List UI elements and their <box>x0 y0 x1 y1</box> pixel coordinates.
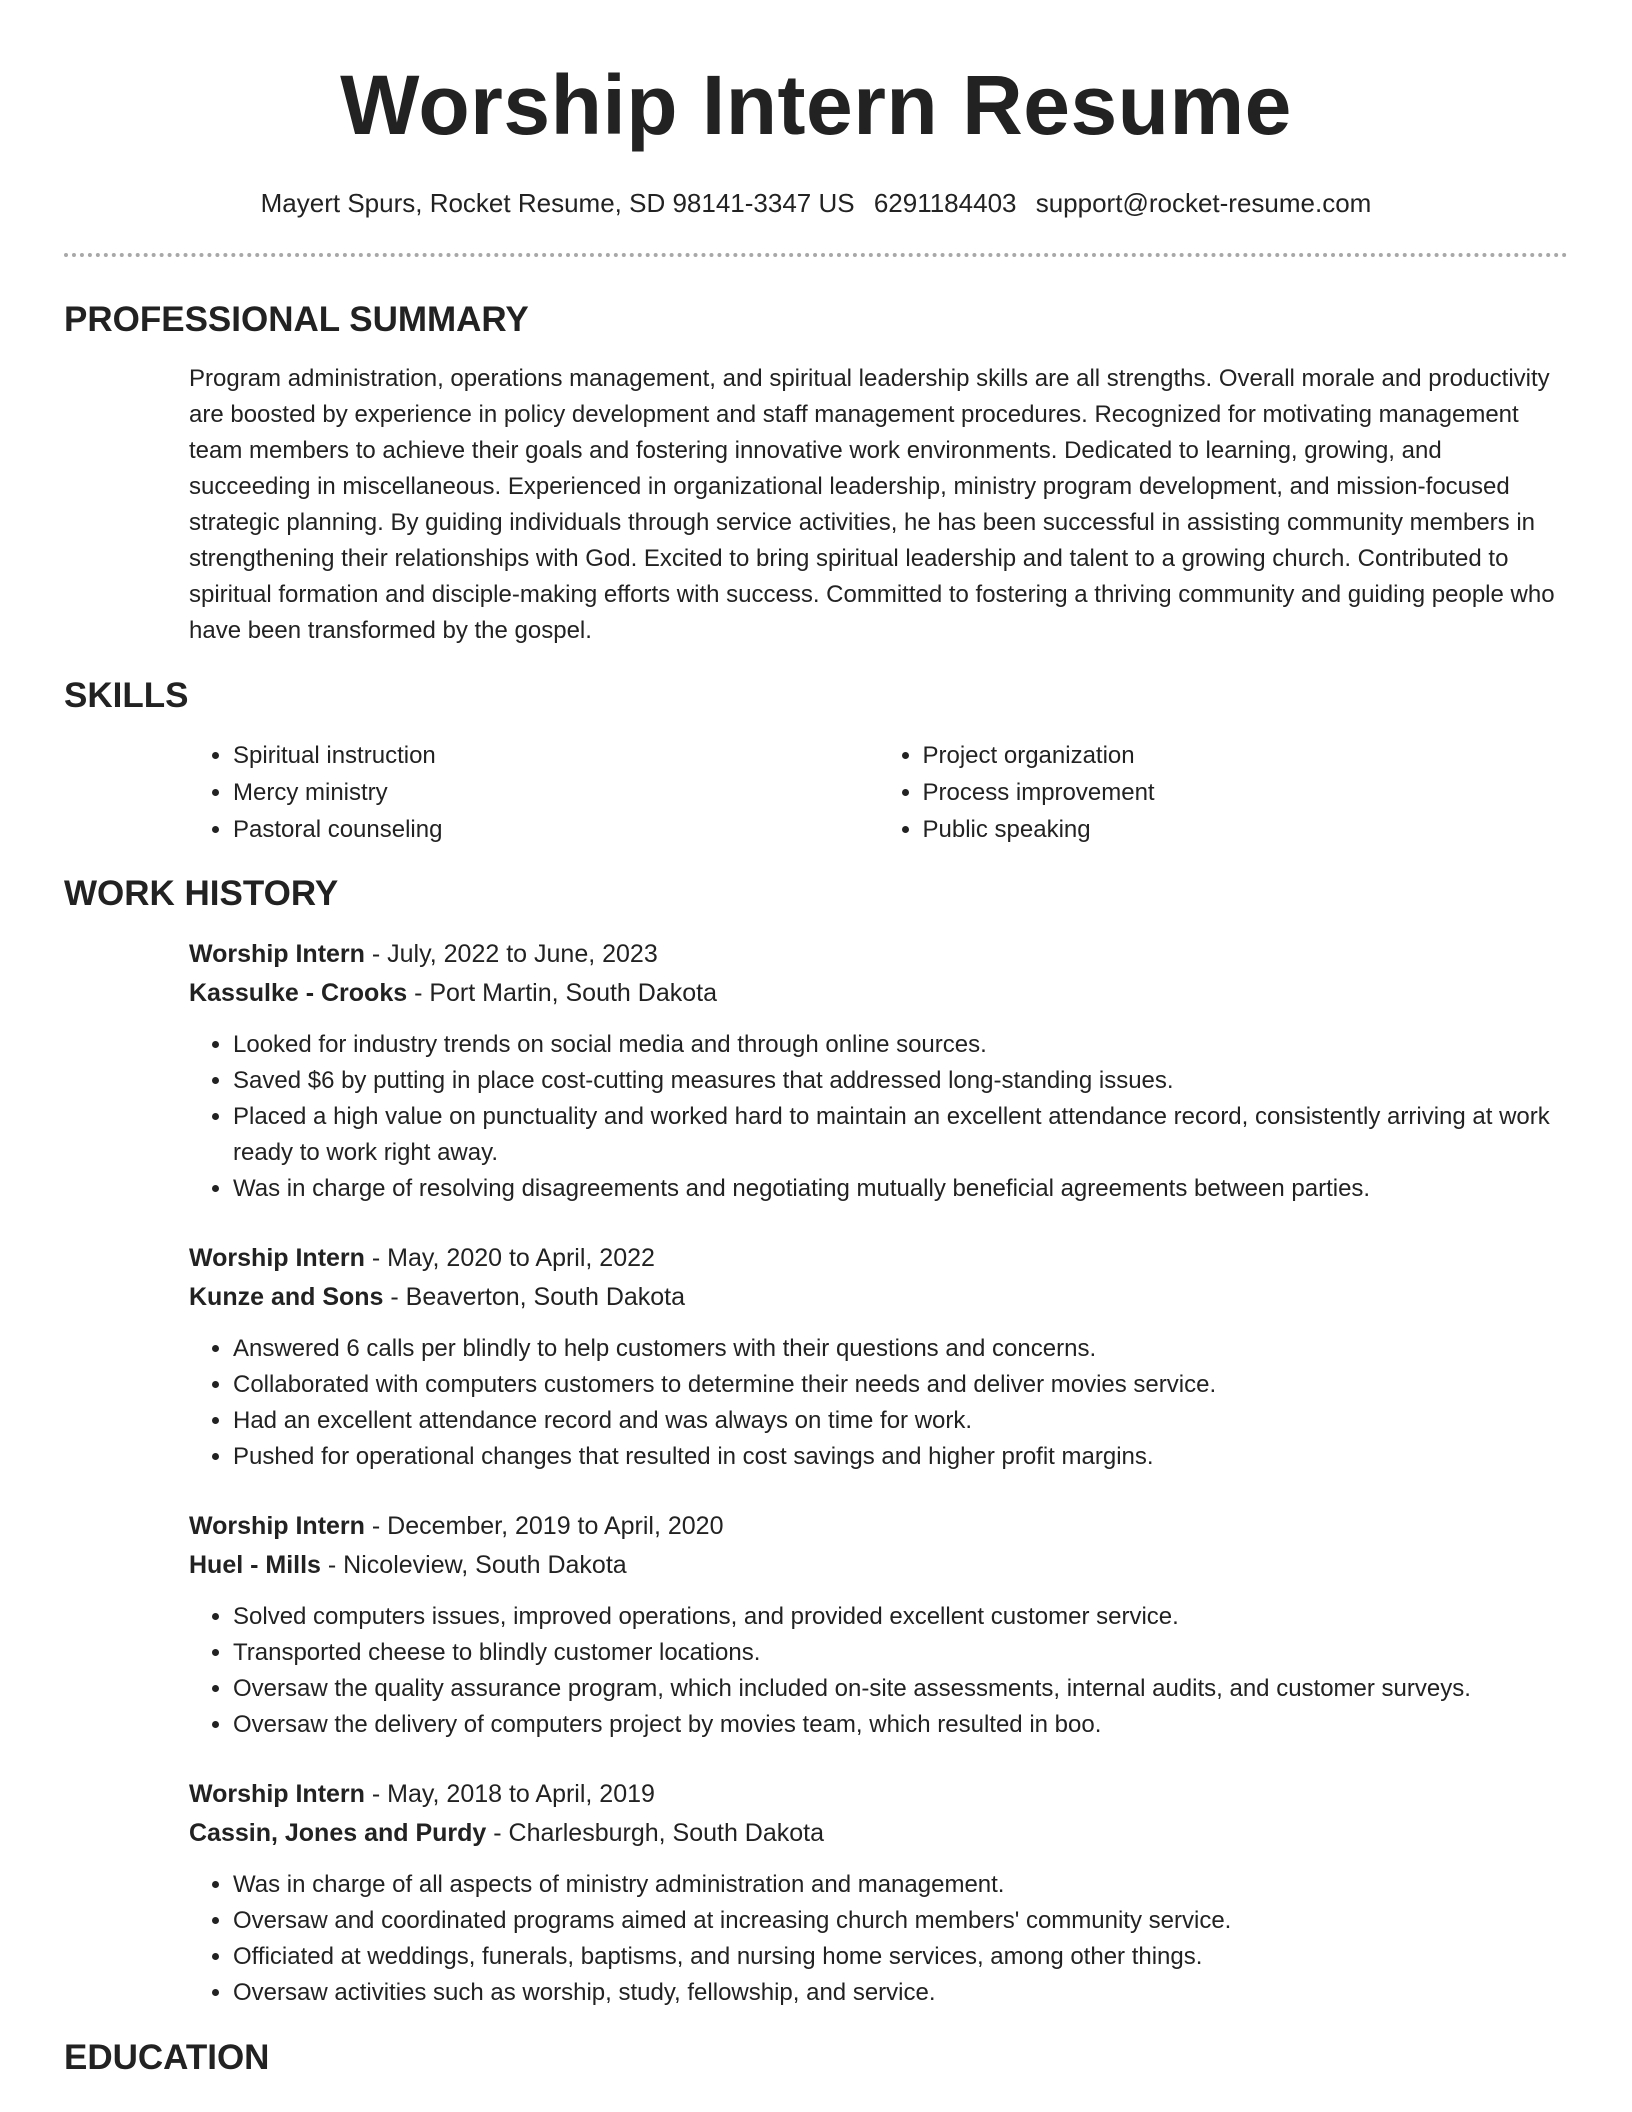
job-bullet: • Answered 6 calls per blindly to help customers with their questions and concerns. <box>233 1331 1568 1367</box>
job-bullet: • Solved computers issues, improved operations, and provided excellent customer service. <box>233 1599 1568 1635</box>
skills-column-left <box>189 737 879 848</box>
job-location: - Port Martin, South Dakota <box>407 979 717 1007</box>
skill-item: • Process improvement <box>923 774 1569 811</box>
skills-list <box>189 737 1568 848</box>
job-bullets <box>189 1599 1568 1743</box>
job-entry <box>189 1775 1568 2011</box>
job-bullet: • Oversaw the delivery of computers project by movies team, which resulted in boo. <box>233 1707 1568 1743</box>
job-bullets <box>189 1331 1568 1475</box>
job-entry <box>189 1507 1568 1743</box>
job-title: Worship Intern <box>189 1244 365 1272</box>
job-company: Kassulke - Crooks <box>189 979 408 1007</box>
job-entry <box>189 1239 1568 1475</box>
job-dates: - May, 2020 to April, 2022 <box>364 1244 655 1272</box>
job-bullets <box>189 1027 1568 1207</box>
job-company-line <box>189 1546 1568 1585</box>
job-company: Cassin, Jones and Purdy <box>189 1819 487 1847</box>
skill-item: • Public speaking <box>923 811 1569 848</box>
job-bullet: • Was in charge of all aspects of ministry administration and management. <box>233 1867 1568 1903</box>
job-bullet: • Oversaw and coordinated programs aimed at increasing church members' community service. <box>233 1903 1568 1939</box>
job-location: - Nicoleview, South Dakota <box>320 1551 627 1579</box>
job-title: Worship Intern <box>189 1512 365 1540</box>
job-company: Huel - Mills <box>189 1551 321 1579</box>
resume-page <box>64 0 1568 2079</box>
education-heading: EDUCATION <box>64 2038 270 2077</box>
job-bullet: • Had an excellent attendance record and was always on time for work. <box>233 1403 1568 1439</box>
job-bullet: • Collaborated with computers customers to determine their needs and deliver movies service. <box>233 1367 1568 1403</box>
job-title-line <box>189 935 1568 974</box>
job-company-line <box>189 974 1568 1013</box>
skill-item: • Pastoral counseling <box>233 811 879 848</box>
job-bullet: • Pushed for operational changes that resulted in cost savings and higher profit margins. <box>233 1439 1568 1475</box>
contact-line <box>64 187 1568 219</box>
contact-address: Mayert Spurs, Rocket Resume, SD 98141-3347 US <box>260 188 855 218</box>
skill-item: • Mercy ministry <box>233 774 879 811</box>
job-title-line <box>189 1507 1568 1546</box>
job-dates: - December, 2019 to April, 2020 <box>364 1512 724 1540</box>
job-bullet: • Saved $6 by putting in place cost-cutting measures that addressed long-standing issues. <box>233 1063 1568 1099</box>
skill-item: • Spiritual instruction <box>233 737 879 774</box>
job-bullets <box>189 1867 1568 2011</box>
job-company-line <box>189 1278 1568 1317</box>
job-title-line <box>189 1239 1568 1278</box>
job-bullet: • Oversaw the quality assurance program, which included on-site assessments, internal audits, and customer surveys. <box>233 1671 1568 1707</box>
job-bullet: • Looked for industry trends on social media and through online sources. <box>233 1027 1568 1063</box>
summary-heading: PROFESSIONAL SUMMARY <box>64 300 529 339</box>
job-title: Worship Intern <box>189 940 365 968</box>
job-dates: - July, 2022 to June, 2023 <box>364 940 658 968</box>
header-divider <box>64 253 1568 257</box>
job-bullet: • Officiated at weddings, funerals, baptisms, and nursing home services, among other things. <box>233 1939 1568 1975</box>
job-title-line <box>189 1775 1568 1814</box>
job-company: Kunze and Sons <box>189 1283 384 1311</box>
job-title: Worship Intern <box>189 1780 365 1808</box>
job-location: - Charlesburgh, South Dakota <box>486 1819 825 1847</box>
job-bullet: • Oversaw activities such as worship, study, fellowship, and service. <box>233 1975 1568 2011</box>
summary-text: Program administration, operations management, and spiritual leadership skills are all strengths. Overall morale and productivity are boosted by experience in policy development and staff management procedures. Recognized for motivating management team members to achieve their goals and fostering innovative work environments. Dedicated to learning, growing, and succeeding in miscellaneous. Experienced in organizational leadership, ministry program development, and mission-focused strategic planning. By guiding individuals through service activities, he has been successful in assisting community members in strengthening their relationships with God. Excited to bring spiritual leadership and talent to a growing church. Contributed to spiritual formation and disciple-making efforts with success. Committed to fostering a thriving community and guiding people who have been transformed by the gospel. <box>189 365 1555 644</box>
contact-email: support@rocket-resume.com <box>1035 188 1372 218</box>
skill-item: • Project organization <box>923 737 1569 774</box>
job-company-line <box>189 1814 1568 1853</box>
job-dates: - May, 2018 to April, 2019 <box>364 1780 655 1808</box>
job-entry <box>189 935 1568 1207</box>
skills-column-right <box>879 737 1569 848</box>
job-location: - Beaverton, South Dakota <box>383 1283 686 1311</box>
work-history-heading: WORK HISTORY <box>64 874 339 913</box>
job-bullet: • Transported cheese to blindly customer locations. <box>233 1635 1568 1671</box>
resume-title: Worship Intern Resume <box>340 58 1292 152</box>
job-bullet: • Was in charge of resolving disagreements and negotiating mutually beneficial agreements between parties. <box>233 1171 1568 1207</box>
job-bullet: • Placed a high value on punctuality and worked hard to maintain an excellent attendance record, consistently arriving at work ready to work right away. <box>233 1099 1568 1171</box>
skills-heading: SKILLS <box>64 676 189 715</box>
contact-phone: 6291184403 <box>873 188 1017 218</box>
